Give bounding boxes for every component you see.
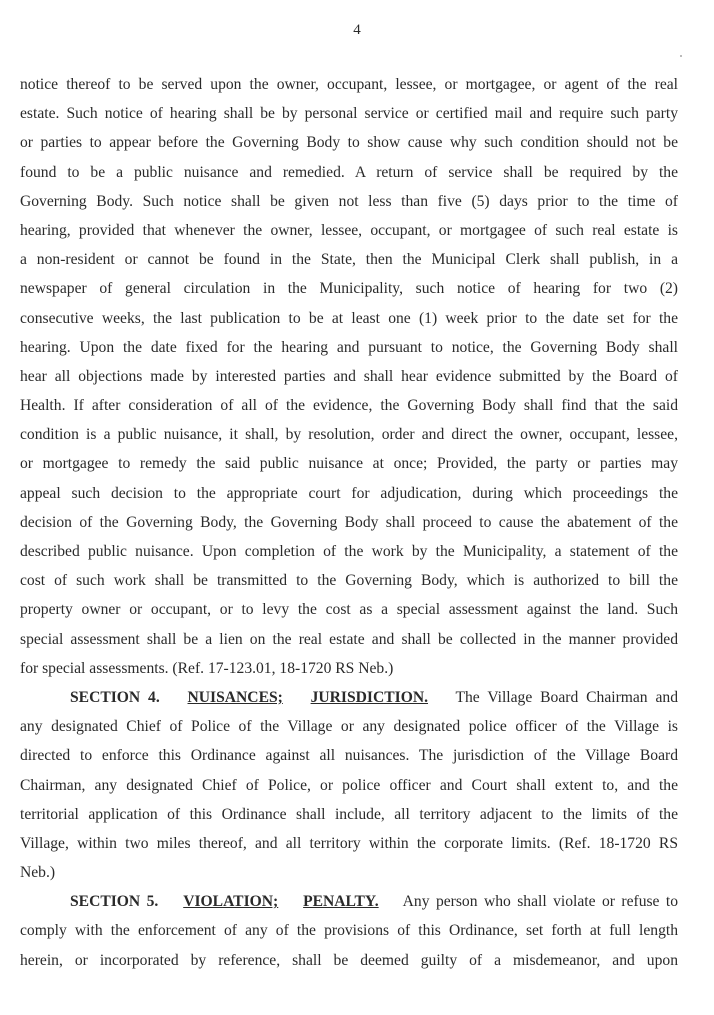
text-line: described public nuisance. Upon completion of the work by the Municipality, a statement of the <box>20 543 678 560</box>
text-line: Neb.) <box>20 864 56 882</box>
text-line: Governing Body. Such notice shall be given not less than five (5) days prior to the time of <box>20 192 678 210</box>
text-line: cost of such work shall be transmitted to the Governing Body, which is authorized to bill the <box>20 572 678 590</box>
text-line: hearing. Upon the date fixed for the hearing and pursuant to notice, the Governing Body shall <box>20 338 678 356</box>
text-line: newspaper of general circulation in the Municipality, such notice of hearing for two (2) <box>20 280 678 298</box>
section-4 <box>20 683 678 887</box>
text-line: found to be a public nuisance and remedied. A return of service shall be required by the <box>20 163 678 181</box>
text-line: decision of the Governing Body, the Governing Body shall proceed to cause the abatement of the <box>20 513 678 531</box>
scan-speck <box>680 55 682 57</box>
text-line: or mortgagee to remedy the said public nuisance at once; Provided, the party or parties may <box>20 455 678 473</box>
text-line: any designated Chief of Police of the Village or any designated police officer of the Village is <box>20 718 678 736</box>
text-line: property owner or occupant, or to levy the cost as a special assessment against the land. Such <box>20 601 678 619</box>
text-line: for special assessments. (Ref. 17-123.01, 18-1720 RS Neb.) <box>20 659 394 677</box>
section-5-first-line-text: Any person who shall violate or refuse to <box>402 893 678 911</box>
text-line: directed to enforce this Ordinance against all nuisances. The jurisdiction of the Village Board <box>20 747 678 765</box>
text-line: hearing, provided that whenever the owner, lessee, occupant, or mortgagee of such real estate is <box>20 221 678 239</box>
text-line: consecutive weeks, the last publication to be at least one (1) week prior to the date set for the <box>20 309 678 327</box>
text-line: territorial application of this Ordinance shall include, all territory adjacent to the limits of the <box>20 805 678 823</box>
paragraph-continuation <box>20 70 678 683</box>
document-body <box>20 70 678 975</box>
text-line: notice thereof to be served upon the owner, occupant, lessee, or mortgagee, or agent of the real <box>20 76 678 93</box>
text-line: estate. Such notice of hearing shall be by personal service or certified mail and require such party <box>20 105 678 123</box>
text-line: comply with the enforcement of any of the provisions of this Ordinance, set forth at full length <box>20 922 678 940</box>
section-5-number: SECTION 5. <box>70 893 159 911</box>
section-4-number: SECTION 4. <box>70 688 160 706</box>
section-4-heading-line <box>20 683 678 712</box>
text-line: a non-resident or cannot be found in the State, then the Municipal Clerk shall publish, in a <box>20 251 678 269</box>
text-line: Village, within two miles thereof, and all territory within the corporate limits. (Ref. 18-1720 RS <box>20 834 678 852</box>
section-4-first-line-text: The Village Board Chairman and <box>455 688 678 706</box>
section-5-title-violation: VIOLATION; <box>183 893 279 911</box>
text-line: Chairman, any designated Chief of Police, or police officer and Court shall extent to, and the <box>20 776 678 794</box>
section-5-heading-line <box>20 887 678 916</box>
section-4-title-jurisdiction: JURISDICTION. <box>310 688 429 706</box>
text-line: or parties to appear before the Governing Body to show cause why such condition should not be <box>20 134 678 152</box>
text-line: herein, or incorporated by reference, shall be deemed guilty of a misdemeanor, and upon <box>20 951 678 969</box>
text-line: Health. If after consideration of all of the evidence, the Governing Body shall find that the said <box>20 397 678 415</box>
text-line: condition is a public nuisance, it shall, by resolution, order and direct the owner, occupant, lessee, <box>20 426 678 444</box>
text-line: special assessment shall be a lien on the real estate and shall be collected in the manner provided <box>20 630 678 648</box>
page-number: 4 <box>353 22 361 38</box>
text-line: appeal such decision to the appropriate court for adjudication, during which proceedings the <box>20 484 678 502</box>
text-line: hear all objections made by interested parties and shall hear evidence submitted by the Board of <box>20 367 678 385</box>
section-5-title-penalty: PENALTY. <box>303 893 379 911</box>
section-5 <box>20 887 678 975</box>
section-4-title-nuisances: NUISANCES; <box>187 688 283 706</box>
